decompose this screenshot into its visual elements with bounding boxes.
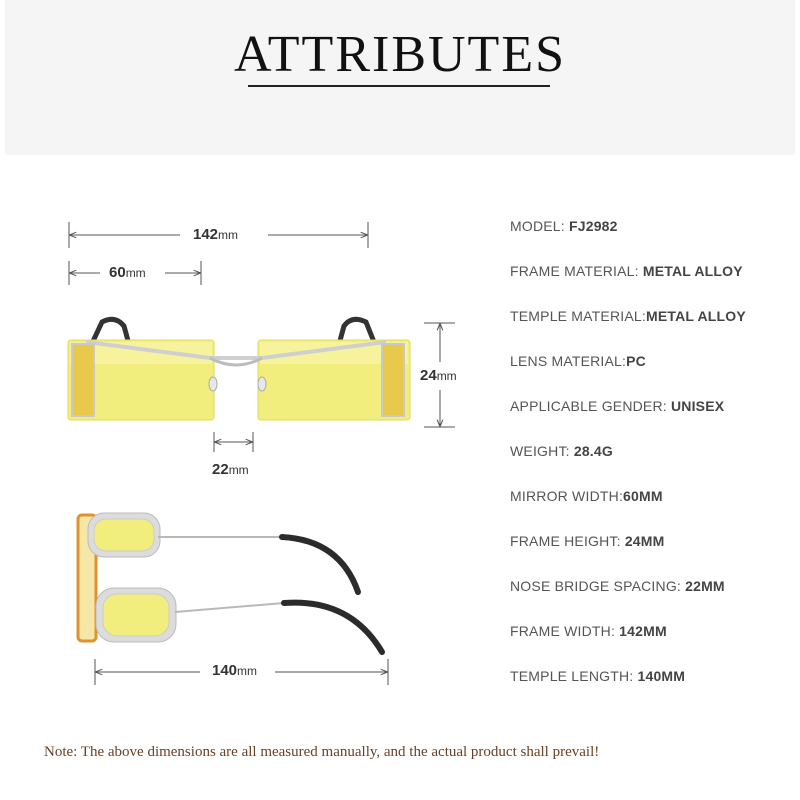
bridge-label: 22mm: [212, 461, 249, 478]
spec-lens-material: LENS MATERIAL:PC: [510, 353, 646, 369]
front-view-glasses: [68, 319, 410, 420]
spec-gender: APPLICABLE GENDER: UNISEX: [510, 398, 725, 414]
spec-frame-material: FRAME MATERIAL: METAL ALLOY: [510, 263, 743, 279]
spec-frame-width: FRAME WIDTH: 142MM: [510, 623, 667, 639]
spec-model: MODEL: FJ2982: [510, 218, 618, 234]
frame-height-label: 24mm: [420, 367, 457, 384]
side-view-glasses: [78, 513, 382, 652]
spec-weight: WEIGHT: 28.4G: [510, 443, 613, 459]
bridge-dimension: [214, 432, 253, 452]
lens-width-label: 60mm: [109, 264, 146, 281]
spec-mirror-width: MIRROR WIDTH:60MM: [510, 488, 663, 504]
spec-bridge-spacing: NOSE BRIDGE SPACING: 22MM: [510, 578, 725, 594]
spec-frame-height: FRAME HEIGHT: 24MM: [510, 533, 665, 549]
total-width-label: 142mm: [193, 226, 239, 243]
spec-list: [510, 214, 795, 709]
page-title: ATTRIBUTES: [234, 26, 566, 83]
spec-temple-material: TEMPLE MATERIAL:METAL ALLOY: [510, 308, 746, 324]
spec-temple-length: TEMPLE LENGTH: 140MM: [510, 668, 686, 684]
temple-length-label: 140mm: [212, 662, 258, 679]
disclaimer-note: Note: The above dimensions are all measured manually, and the actual product shall prevail!: [44, 744, 600, 760]
